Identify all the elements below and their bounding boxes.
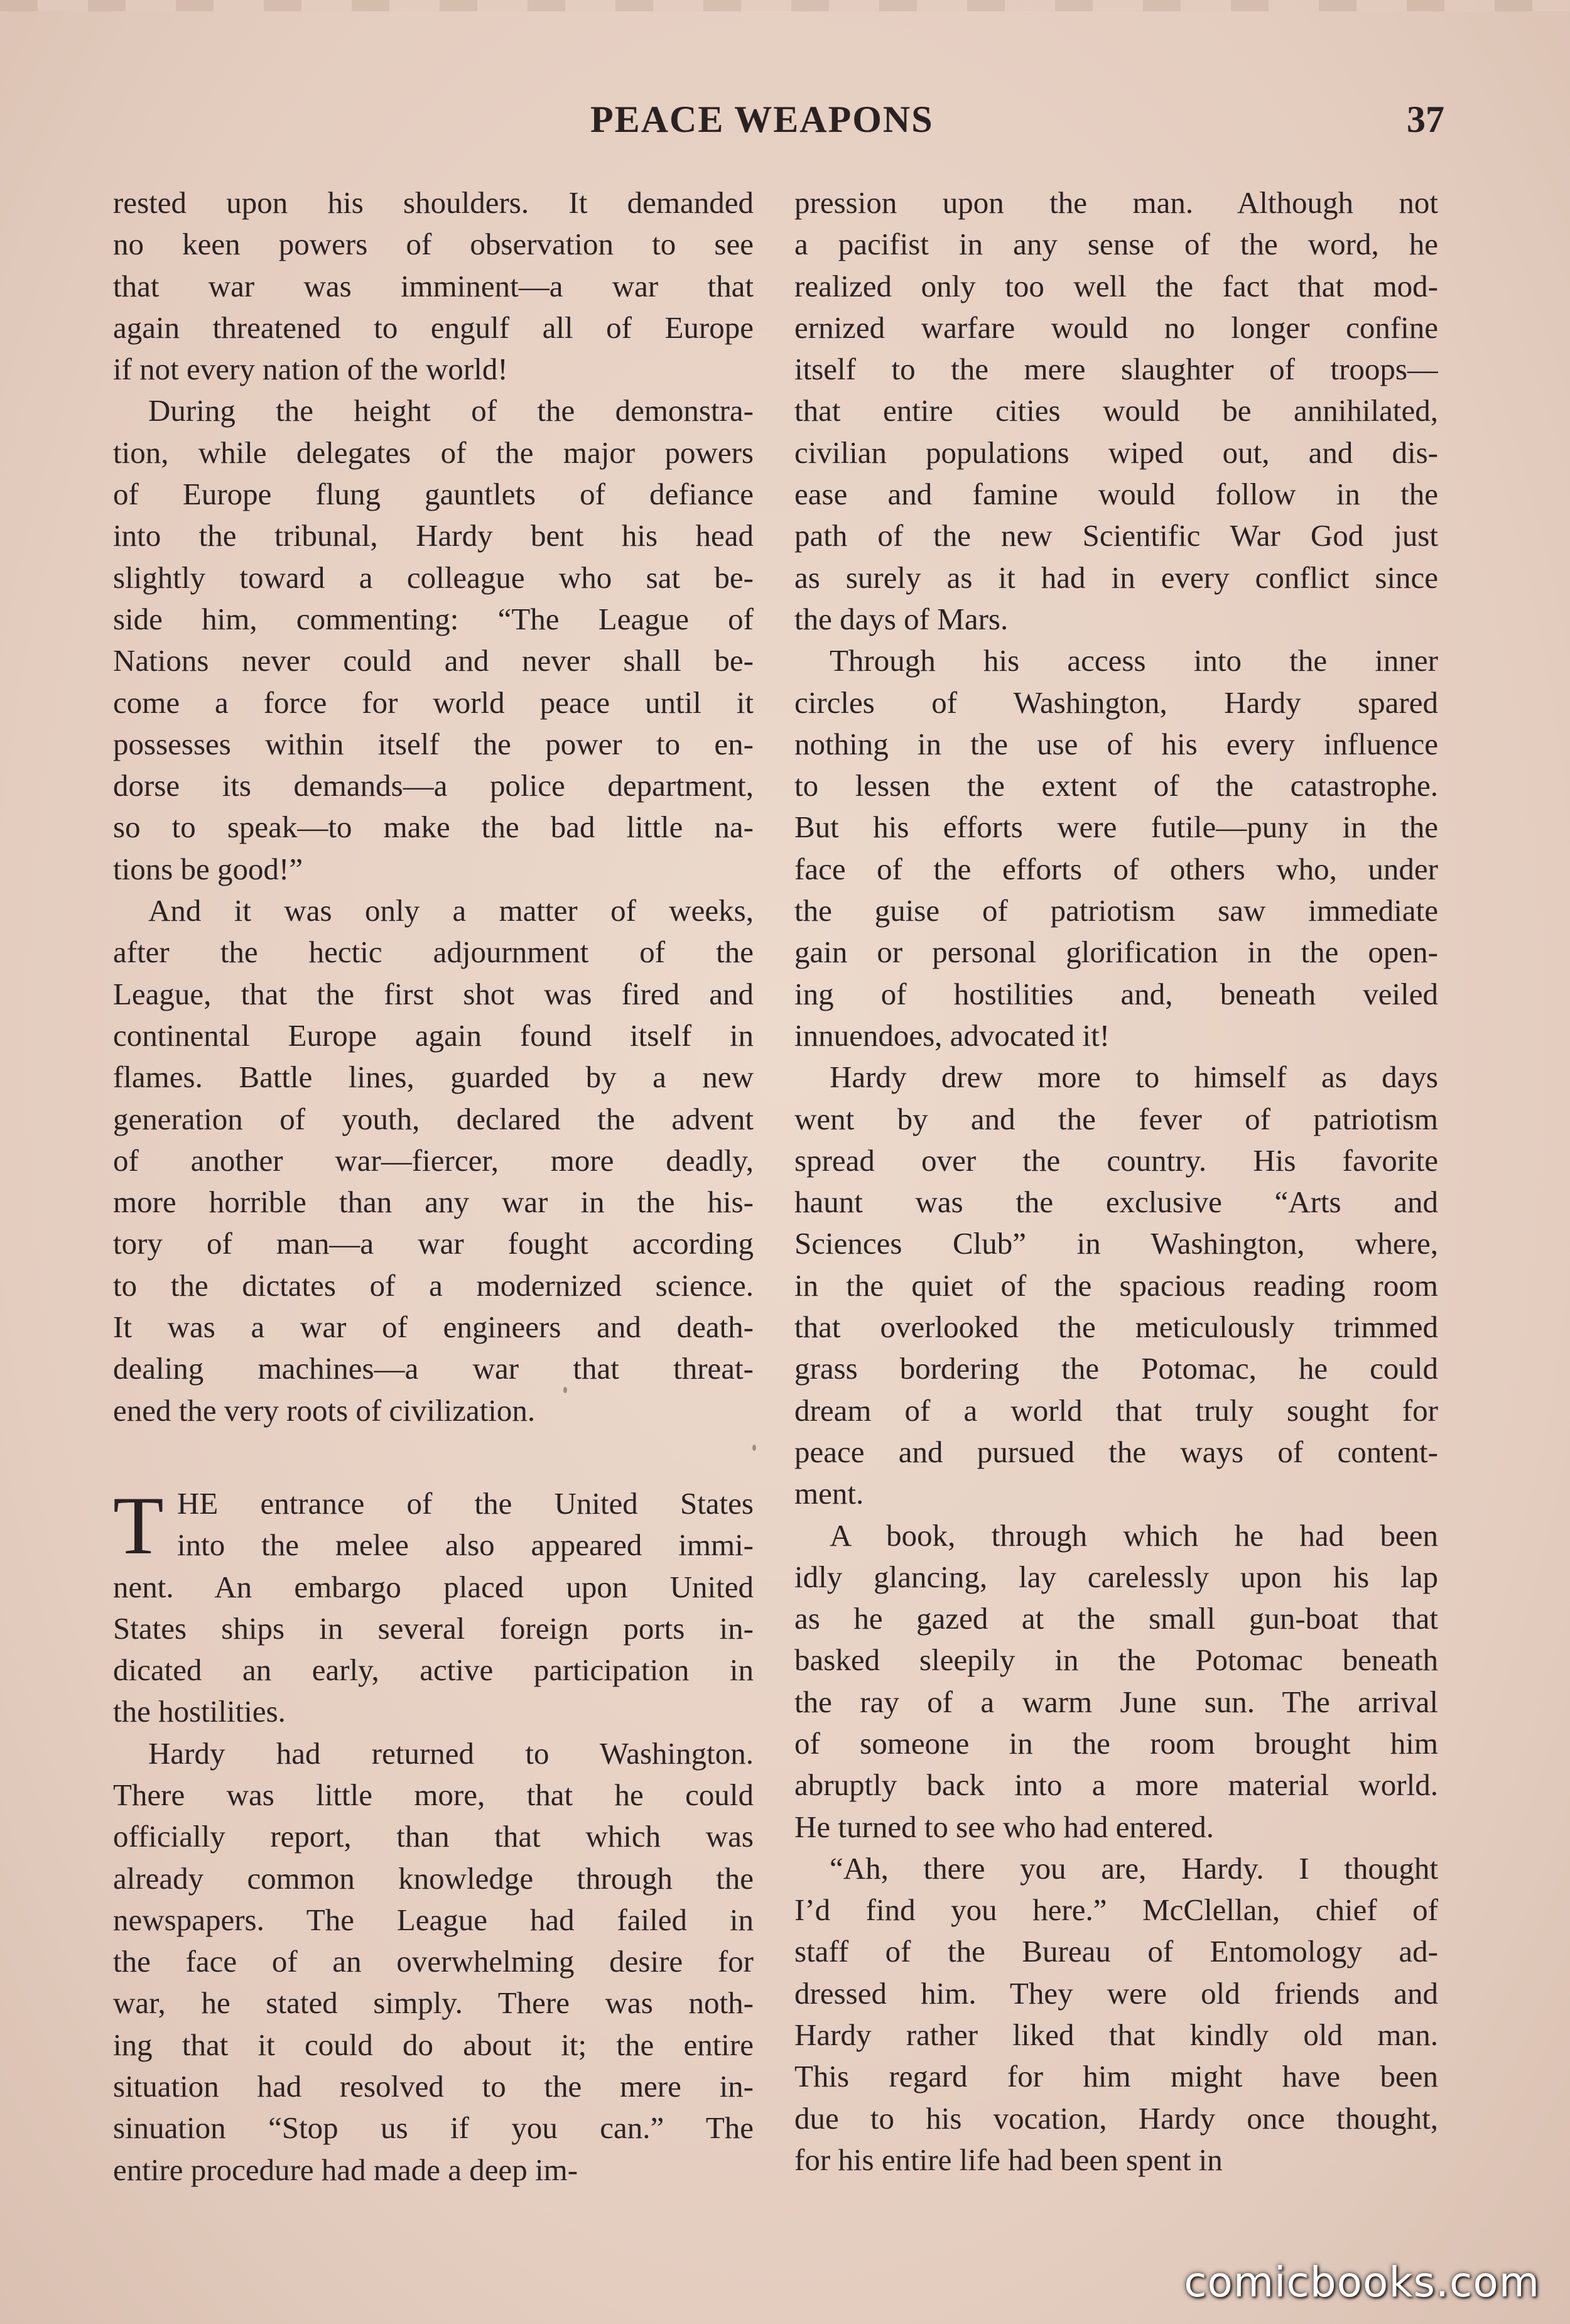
text-line: abruptly back into a more material world. bbox=[794, 1767, 1438, 1803]
text-line: dicated an early, active participation in bbox=[113, 1653, 754, 1688]
text-line: Through his access into the inner bbox=[830, 643, 1438, 678]
print-speck bbox=[563, 1387, 567, 1393]
right-column bbox=[794, 182, 1438, 2181]
paragraph bbox=[794, 1848, 1438, 2181]
text-line: the hostilities. bbox=[113, 1694, 286, 1729]
paragraph bbox=[113, 890, 754, 1431]
text-line: of someone in the room brought him bbox=[794, 1725, 1438, 1761]
text-line: officially report, than that which was bbox=[113, 1819, 754, 1854]
text-line: haunt was the exclusive “Arts and bbox=[794, 1185, 1438, 1220]
text-line: tions be good!” bbox=[113, 851, 303, 886]
paragraph bbox=[794, 1515, 1438, 1848]
text-line: realized only too well the fact that mod- bbox=[794, 268, 1438, 303]
text-line: Hardy drew more to himself as days bbox=[830, 1060, 1438, 1095]
paragraph bbox=[113, 182, 754, 390]
right-column-paragraphs bbox=[794, 182, 1438, 2181]
text-line: innuendoes, advocated it! bbox=[794, 1018, 1110, 1053]
text-line: tion, while delegates of the major powers bbox=[113, 435, 754, 470]
torn-top-edge bbox=[0, 0, 1570, 11]
text-line: into the melee also appeared immi- bbox=[177, 1528, 754, 1563]
text-line: face of the efforts of others who, under bbox=[794, 851, 1438, 886]
text-line: the ray of a warm June sun. The arrival bbox=[794, 1684, 1438, 1719]
drop-cap: T bbox=[113, 1479, 164, 1572]
text-line: A book, through which he had been bbox=[830, 1518, 1438, 1553]
text-line: Nations never could and never shall be- bbox=[113, 643, 754, 678]
text-line: already common knowledge through the bbox=[113, 1860, 754, 1896]
text-line: And it was only a matter of weeks, bbox=[148, 893, 754, 928]
paragraph bbox=[794, 640, 1438, 1056]
text-line: Hardy had returned to Washington. bbox=[148, 1735, 754, 1771]
text-line: war, he stated simply. There was noth- bbox=[113, 1985, 754, 2021]
text-line: This regard for him might have been bbox=[794, 2059, 1438, 2094]
text-line: spread over the country. His favorite bbox=[794, 1143, 1438, 1178]
text-line: of Europe flung gauntlets of defiance bbox=[113, 477, 754, 512]
section-break bbox=[113, 1431, 754, 1483]
left-column bbox=[113, 182, 754, 2191]
text-line: Sciences Club” in Washington, where, bbox=[794, 1226, 1438, 1261]
text-line: come a force for world peace until it bbox=[113, 685, 754, 720]
text-line: flames. Battle lines, guarded by a new bbox=[113, 1060, 754, 1095]
text-line: I’d find you here.” McClellan, chief of bbox=[794, 1892, 1438, 1928]
text-line: that entire cities would be annihilated, bbox=[794, 393, 1438, 428]
text-line: gain or personal glorification in the open- bbox=[794, 935, 1438, 970]
text-line: peace and pursued the ways of content- bbox=[794, 1434, 1438, 1469]
text-line: ease and famine would follow in the bbox=[794, 477, 1438, 512]
text-line: generation of youth, declared the advent bbox=[113, 1101, 754, 1136]
text-line: rested upon his shoulders. It demanded bbox=[113, 185, 754, 220]
text-line: But his efforts were futile—puny in the bbox=[794, 810, 1438, 845]
paragraph bbox=[113, 390, 754, 890]
print-speck bbox=[752, 1445, 756, 1451]
text-line: sinuation “Stop us if you can.” The bbox=[113, 2110, 754, 2146]
text-line: There was little more, that he could bbox=[113, 1777, 754, 1812]
text-line: League, that the first shot was fired and bbox=[113, 976, 754, 1011]
text-line: ing that it could do about it; the entire bbox=[113, 2027, 754, 2062]
text-line: “Ah, there you are, Hardy. I thought bbox=[830, 1850, 1438, 1886]
text-line: into the tribunal, Hardy bent his head bbox=[113, 518, 754, 553]
text-line: staff of the Bureau of Entomology ad- bbox=[794, 1934, 1438, 1969]
text-line: entire procedure had made a deep im- bbox=[113, 2152, 578, 2187]
text-line: itself to the mere slaughter of troops— bbox=[794, 352, 1438, 387]
text-line: path of the new Scientific War God just bbox=[794, 518, 1438, 553]
text-line: to lessen the extent of the catastrophe. bbox=[794, 768, 1438, 803]
text-line: dream of a world that truly sought for bbox=[794, 1393, 1438, 1428]
text-line: ened the very roots of civilization. bbox=[113, 1393, 536, 1428]
left-column-paragraphs-after bbox=[113, 1733, 754, 2191]
text-line: the face of an overwhelming desire for bbox=[113, 1944, 754, 1979]
text-line: situation had resolved to the mere in- bbox=[113, 2069, 754, 2104]
running-title: PEACE WEAPONS bbox=[590, 99, 934, 140]
text-line: dorse its demands—a police department, bbox=[113, 768, 754, 803]
text-line: no keen powers of observation to see bbox=[113, 227, 754, 262]
text-line: pression upon the man. Although not bbox=[794, 185, 1438, 220]
text-line: States ships in several foreign ports in- bbox=[113, 1610, 754, 1646]
text-line: HE entrance of the United States bbox=[177, 1485, 754, 1521]
text-line: basked sleepily in the Potomac beneath bbox=[794, 1643, 1438, 1678]
text-line: as surely as it had in every conflict since bbox=[794, 560, 1438, 595]
left-column-paragraphs bbox=[113, 182, 754, 1431]
text-line: grass bordering the Potomac, he could bbox=[794, 1351, 1438, 1386]
text-line: if not every nation of the world! bbox=[113, 352, 508, 387]
text-line: Hardy rather liked that kindly old man. bbox=[794, 2017, 1438, 2053]
text-line: that overlooked the meticulously trimmed bbox=[794, 1310, 1438, 1345]
text-line: ment. bbox=[794, 1476, 864, 1511]
text-line: tory of man—a war fought according bbox=[113, 1226, 754, 1261]
paragraph bbox=[794, 182, 1438, 640]
text-line: due to his vocation, Hardy once thought, bbox=[794, 2100, 1438, 2136]
text-line: civilian populations wiped out, and dis- bbox=[794, 435, 1438, 470]
text-line: for his entire life had been spent in bbox=[794, 2142, 1223, 2177]
text-line: dressed him. They were old friends and bbox=[794, 1975, 1438, 2011]
text-line: that war was imminent—a war that bbox=[113, 268, 754, 303]
text-line: nent. An embargo placed upon United bbox=[113, 1569, 754, 1604]
paragraph bbox=[794, 1056, 1438, 1514]
text-line: nothing in the use of his every influence bbox=[794, 726, 1438, 761]
text-line: as he gazed at the small gun-boat that bbox=[794, 1601, 1438, 1636]
text-line: a pacifist in any sense of the word, he bbox=[794, 227, 1438, 262]
page-number: 37 bbox=[1407, 99, 1444, 140]
text-line: again threatened to engulf all of Europe bbox=[113, 310, 754, 345]
text-line: more horrible than any war in the his- bbox=[113, 1185, 754, 1220]
text-line: circles of Washington, Hardy spared bbox=[794, 685, 1438, 720]
paragraph bbox=[113, 1733, 754, 2191]
text-line: continental Europe again found itself in bbox=[113, 1018, 754, 1053]
text-line: went by and the fever of patriotism bbox=[794, 1101, 1438, 1136]
text-line: the guise of patriotism saw immediate bbox=[794, 893, 1438, 928]
text-line: During the height of the demonstra- bbox=[148, 393, 754, 428]
text-line: of another war—fiercer, more deadly, bbox=[113, 1143, 754, 1178]
site-watermark: comicbooks.com bbox=[1184, 2258, 1540, 2306]
text-line: side him, commenting: “The League of bbox=[113, 601, 754, 636]
text-line: It was a war of engineers and death- bbox=[113, 1310, 754, 1345]
text-line: ing of hostilities and, beneath veiled bbox=[794, 976, 1438, 1011]
text-line: slightly toward a colleague who sat be- bbox=[113, 560, 754, 595]
text-line: the days of Mars. bbox=[794, 601, 1009, 636]
text-line: possesses within itself the power to en- bbox=[113, 726, 754, 761]
text-line: to the dictates of a modernized science. bbox=[113, 1268, 754, 1303]
text-line: dealing machines—a war that threat- bbox=[113, 1351, 754, 1386]
text-line: after the hectic adjournment of the bbox=[113, 935, 754, 970]
text-line: so to speak—to make the bad little na- bbox=[113, 810, 754, 845]
section-opening-paragraph bbox=[113, 1479, 754, 1733]
text-line: He turned to see who had entered. bbox=[794, 1809, 1215, 1844]
text-line: in the quiet of the spacious reading room bbox=[794, 1268, 1438, 1303]
text-line: ernized warfare would no longer confine bbox=[794, 310, 1438, 345]
text-line: newspapers. The League had failed in bbox=[113, 1902, 754, 1937]
text-line: idly glancing, lay carelessly upon his lap bbox=[794, 1559, 1438, 1594]
